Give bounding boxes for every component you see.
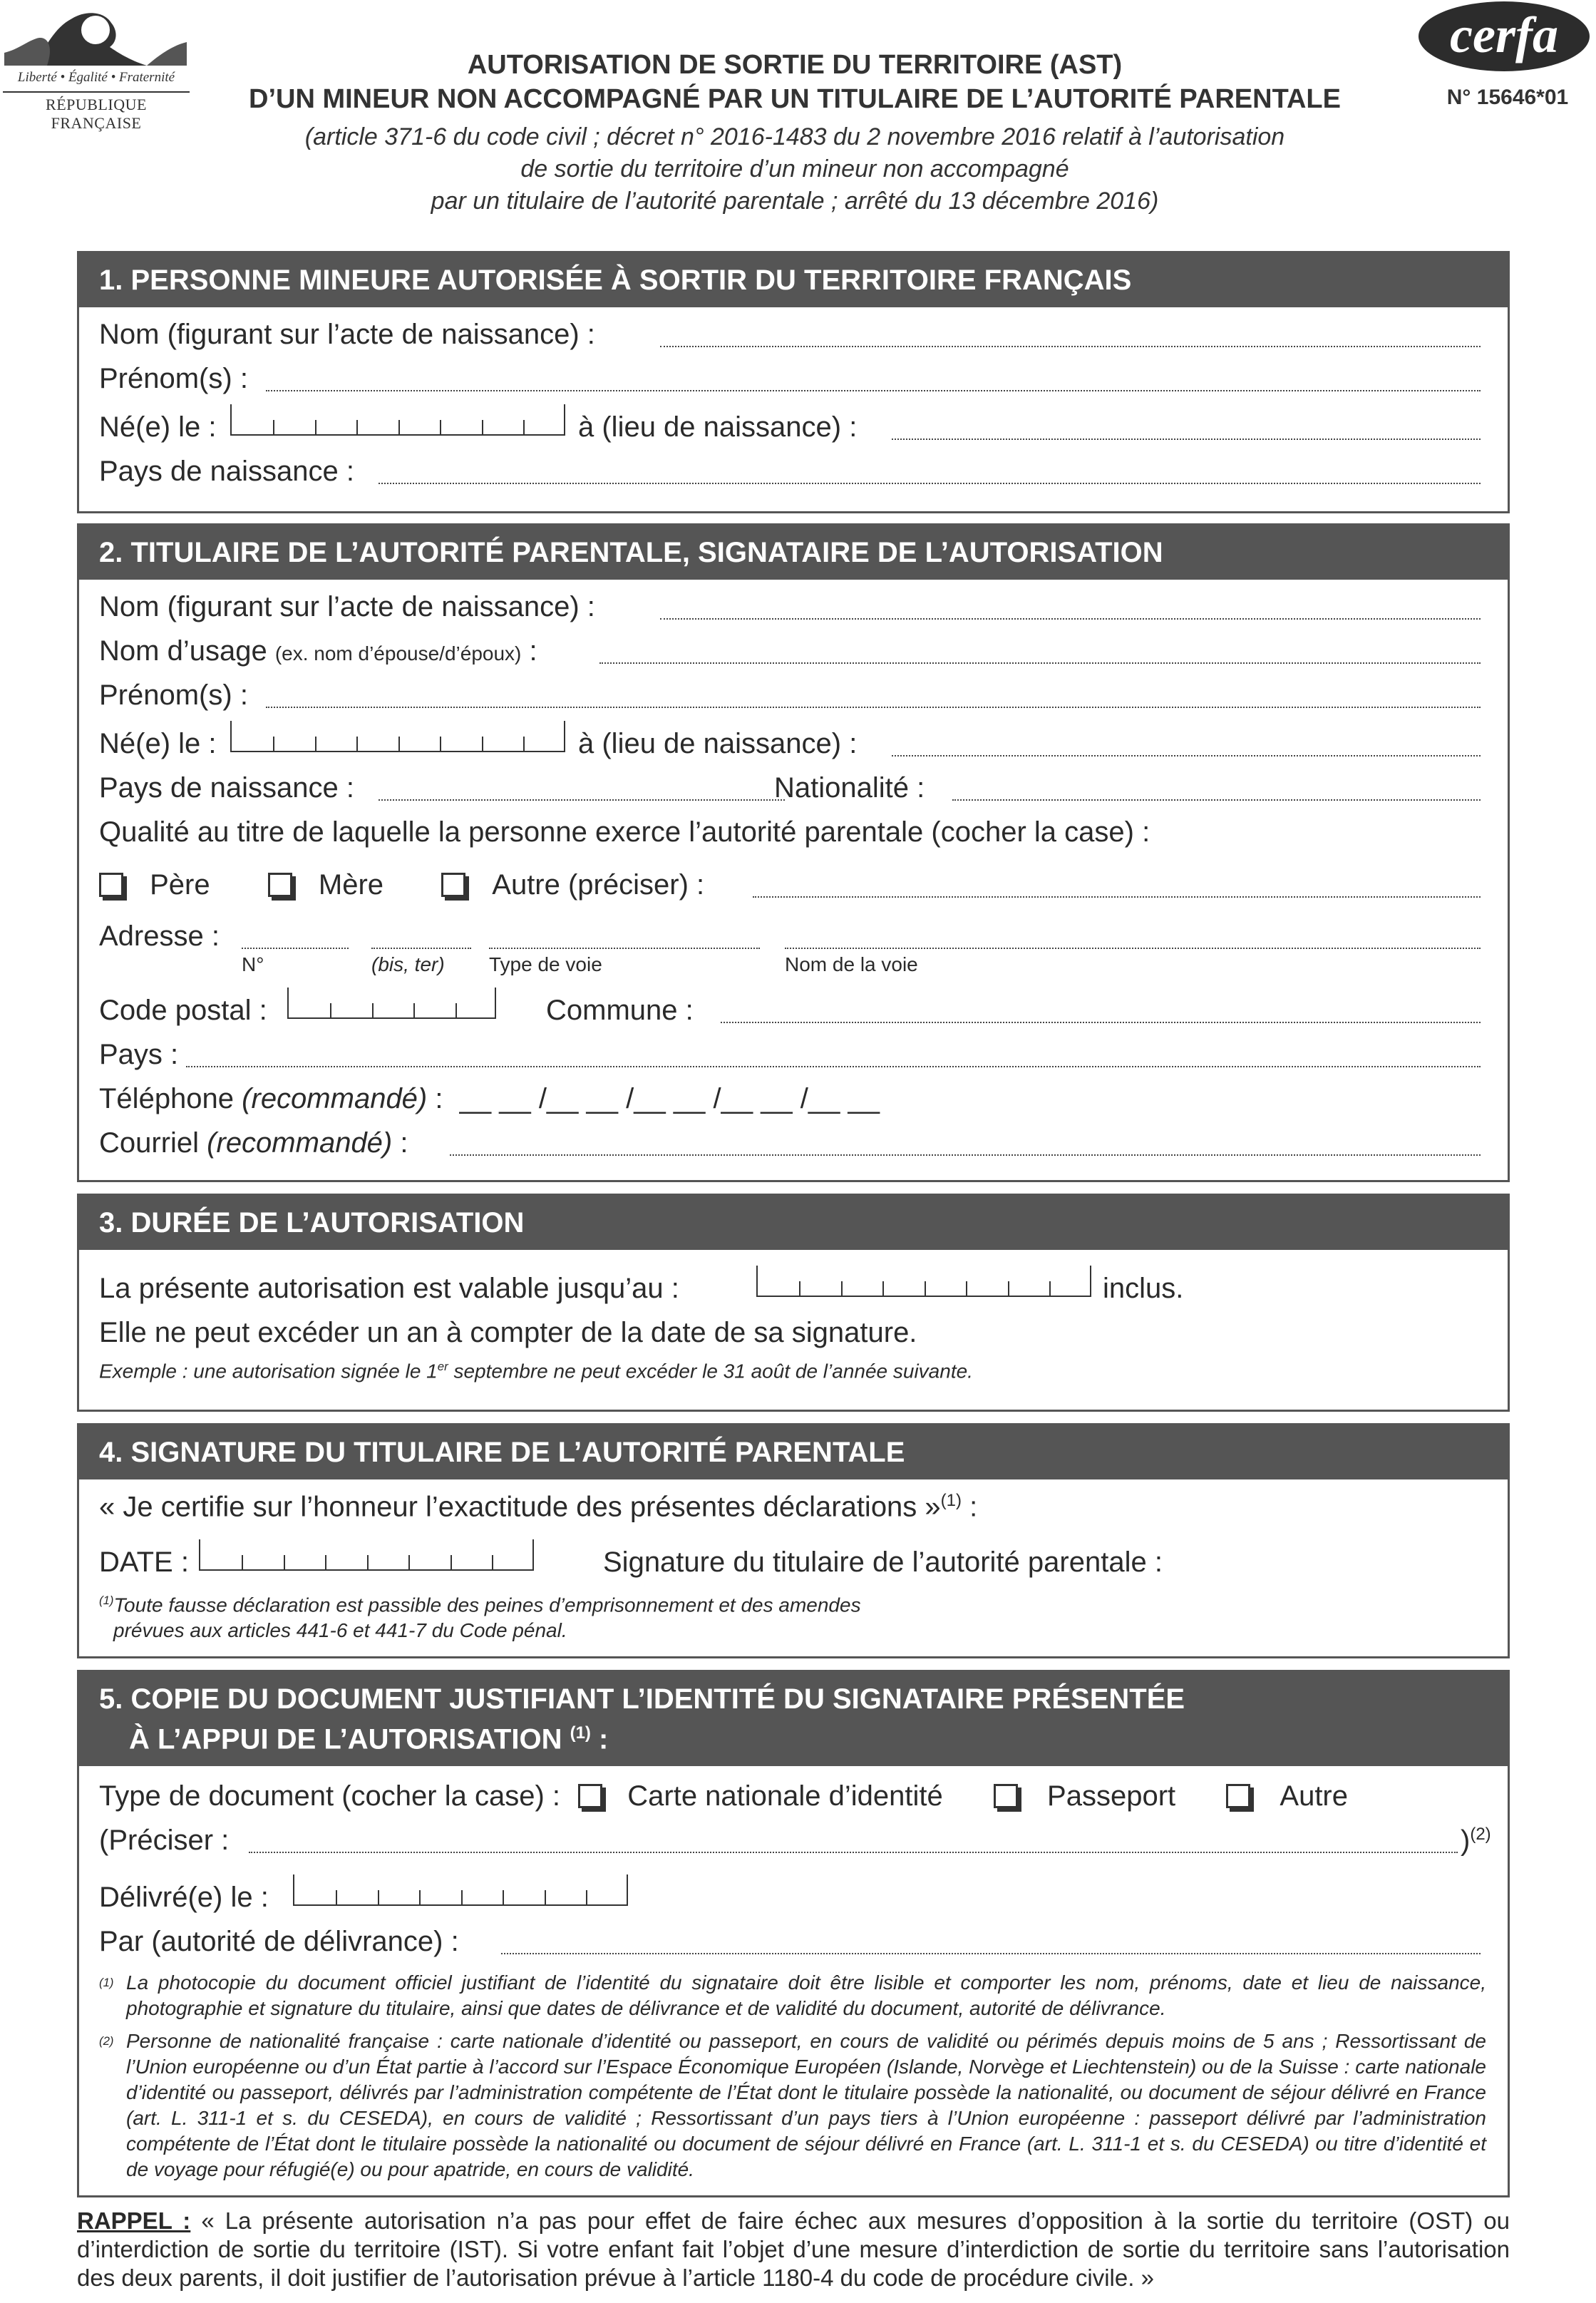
s2-lieu-field[interactable] <box>892 755 1481 756</box>
mere-checkbox[interactable] <box>268 873 292 897</box>
divider <box>3 91 190 93</box>
autre-doc-checkbox[interactable] <box>1226 1784 1250 1808</box>
s4-note-line1: Toute fausse déclaration est passible des peines d’emprisonnement et des amendes <box>113 1594 861 1616</box>
s5-preciser-field[interactable] <box>249 1852 1458 1853</box>
s5-preciser-label: (Préciser : <box>99 1825 230 1856</box>
section-3-title: 3. DURÉE DE L’AUTORISATION <box>79 1196 1508 1250</box>
form-subtitle <box>192 121 1397 217</box>
s2-adresse-label: Adresse : <box>99 920 220 952</box>
addr-nom-caption: Nom de la voie <box>785 953 918 975</box>
s2-telephone-label <box>99 1083 880 1115</box>
s2-nationalite-label: Nationalité : <box>774 772 925 804</box>
section-2-title: 2. TITULAIRE DE L’AUTORITÉ PARENTALE, SIGNATAIRE DE L’AUTORISATION <box>79 525 1508 580</box>
s2-nationalite-field[interactable] <box>952 799 1481 801</box>
section-4-title: 4. SIGNATURE DU TITULAIRE DE L’AUTORITÉ PARENTALE <box>79 1425 1508 1479</box>
courriel-colon: : <box>392 1127 408 1159</box>
fn2-text: Personne de nationalité française : carte nationale d’identité ou passeport, en cours de validité ou périmés depuis moins de 5 ans ; Ressortissant de l’Union européenne ou d’un État partie à l’accord sur l’Espace Économique Européen (Islande, Norvège et Liechtenstein) ou de la Suisse : carte nationale d’identité ou passeport, délivrés par l’administration compétente de l’État dont le titulaire possède la nationalité, ou document de séjour délivré en France (art. L. 311-1 et s. du CESEDA), en cours de validité ; Ressortissant d’un pays tiers à l’Union européenne : passeport délivré par l’administration compétente de l’État dont le titulaire possède la nationalité ou document de séjour délivré en France (art. L. 311-1 et s. du CESEDA) ou titre d’identité et de voyage pour réfugié(e) ou pour apatride, en cours de validité. <box>126 2030 1486 2180</box>
s5-preciser-end <box>1461 1825 1491 1857</box>
s4-note-sup: (1) <box>99 1594 114 1607</box>
s1-pays-label: Pays de naissance : <box>99 456 354 487</box>
s3-exemple <box>99 1360 973 1383</box>
s4-date-boxes[interactable] <box>199 1539 534 1571</box>
rappel-text: « La présente autorisation n’a pas pour effet de faire échec aux mesures d’opposition à la sortie du territoire (OST) ou d’interdiction de sortie du territoire (IST). Si votre enfant fait l’objet d’une mesure d’interdiction de sortie du territoire sans l’autorisation des deux parents, il doit justifier de l’autorisation prévue à l’article 1180-4 du code de procédure civile. » <box>77 2207 1510 2291</box>
s4-certifie-text: « Je certifie sur l’honneur l’exactitude des présentes déclarations » <box>99 1491 941 1523</box>
s2-pays-field[interactable] <box>379 799 785 801</box>
fn1-sup: (1) <box>99 1976 114 1989</box>
addr-type-field[interactable] <box>489 948 760 949</box>
pere-checkbox[interactable] <box>99 873 123 897</box>
form-title-line1: AUTORISATION DE SORTIE DU TERRITOIRE (AST) <box>467 50 1123 80</box>
rappel-label: RAPPEL : <box>77 2207 191 2234</box>
s4-date-label: DATE : <box>99 1547 189 1578</box>
s1-birthdate-boxes[interactable] <box>230 404 565 436</box>
section-1-title: 1. PERSONNE MINEURE AUTORISÉE À SORTIR DU TERRITOIRE FRANÇAIS <box>79 253 1508 307</box>
s5-type-doc-row <box>99 1780 1348 1812</box>
s5-preciser-sup: (2) <box>1470 1825 1491 1844</box>
section-5-title-line1: 5. COPIE DU DOCUMENT JUSTIFIANT L’IDENTITÉ DU SIGNATAIRE PRÉSENTÉE <box>99 1683 1185 1715</box>
s2-code-postal-label: Code postal : <box>99 995 267 1026</box>
telephone-colon: : <box>427 1083 443 1114</box>
s4-note <box>99 1588 1026 1643</box>
courriel-recommande: (recommandé) <box>207 1127 393 1159</box>
s4-note-line2: prévues aux articles 441-6 et 441-7 du Code pénal. <box>113 1619 567 1642</box>
s2-courriel-field[interactable] <box>450 1154 1481 1156</box>
s3-exemple-b: septembre ne peut excéder le 31 août de l’année suivante. <box>448 1360 973 1383</box>
s4-certifie <box>99 1491 977 1523</box>
subtitle-line1: (article 371-6 du code civil ; décret n° 2016-1483 du 2 novembre 2016 relatif à l’autorisation <box>304 123 1285 150</box>
s1-ne-le-label: Né(e) le : <box>99 411 217 443</box>
s2-ne-le-label: Né(e) le : <box>99 728 217 759</box>
s2-qualite-label: Qualité au titre de laquelle la personne exerce l’autorité parentale (cocher la case) : <box>99 816 1150 848</box>
addr-nom-field[interactable] <box>785 948 1481 949</box>
courriel-text: Courriel <box>99 1127 200 1159</box>
section-3 <box>77 1194 1510 1412</box>
s4-signature-label: Signature du titulaire de l’autorité parentale : <box>603 1547 1163 1578</box>
section-5-title-line2-text: À L’APPUI DE L’AUTORISATION <box>129 1723 562 1755</box>
s2-courriel-label <box>99 1127 408 1159</box>
addr-bis-field[interactable] <box>371 948 471 949</box>
s3-date-boxes[interactable] <box>756 1266 1091 1297</box>
s2-commune-field[interactable] <box>721 1022 1481 1023</box>
s2-autre-field[interactable] <box>753 896 1481 898</box>
section-1 <box>77 251 1510 513</box>
fn1-text: La photocopie du document officiel justifiant de l’identité du signataire doit être lisible et comporter les nom, prénoms, date et lieu de naissance, photographie et signature du titulaire, ainsi que dates de délivrance et de validité du document, autorité de délivrance. <box>126 1971 1486 2019</box>
autre-checkbox[interactable] <box>441 873 465 897</box>
cni-checkbox[interactable] <box>578 1784 602 1808</box>
s1-prenom-label: Prénom(s) : <box>99 363 248 394</box>
s5-autorite-field[interactable] <box>501 1953 1481 1954</box>
cni-label: Carte nationale d’identité <box>627 1780 943 1812</box>
section-4 <box>77 1423 1510 1658</box>
s2-birthdate-boxes[interactable] <box>230 721 565 752</box>
addr-type-caption: Type de voie <box>489 953 602 975</box>
s1-nom-label: Nom (figurant sur l’acte de naissance) : <box>99 319 595 350</box>
form-title-line2: D’UN MINEUR NON ACCOMPAGNÉ PAR UN TITULAIRE DE L’AUTORITÉ PARENTALE <box>249 84 1341 114</box>
marianne-emblem-icon <box>4 3 187 67</box>
subtitle-line2: de sortie du territoire d’un mineur non accompagné <box>520 155 1069 183</box>
s1-pays-field[interactable] <box>379 483 1481 484</box>
s3-exemple-a: Exemple : une autorisation signée le 1 <box>99 1360 438 1383</box>
addr-no-caption: N° <box>242 953 264 975</box>
s3-inclus: inclus. <box>1103 1273 1184 1304</box>
telephone-text: Téléphone <box>99 1083 235 1114</box>
s3-valable-label: La présente autorisation est valable jusqu’au : <box>99 1273 679 1304</box>
s4-certifie-sup: (1) <box>940 1491 962 1510</box>
subtitle-line3: par un titulaire de l’autorité parentale ; arrêté du 13 décembre 2016) <box>431 188 1159 215</box>
s5-autorite-label: Par (autorité de délivrance) : <box>99 1926 459 1957</box>
section-5-title-end: : <box>590 1723 609 1755</box>
s2-nom-usage-hint: (ex. nom d’épouse/d’époux) <box>274 642 522 665</box>
s2-pays-residence-label: Pays : <box>99 1039 179 1070</box>
s5-preciser-paren: ) <box>1461 1825 1471 1857</box>
s5-delivre-label: Délivré(e) le : <box>99 1882 269 1913</box>
s2-prenom-label: Prénom(s) : <box>99 679 248 711</box>
s1-nom-field[interactable] <box>660 346 1481 347</box>
cerfa-logo <box>1419 1 1590 71</box>
s2-nom-usage-text: Nom d’usage <box>99 635 267 667</box>
s5-type-doc-label: Type de document (cocher la case) : <box>99 1780 560 1812</box>
telephone-field[interactable]: __ __ /__ __ /__ __ /__ __ /__ __ <box>459 1083 880 1114</box>
s2-commune-label: Commune : <box>546 995 694 1026</box>
rappel <box>77 2207 1510 2292</box>
cerfa-logo-text: cerfa <box>1450 6 1558 63</box>
marianne-logo <box>0 0 191 132</box>
addr-bis-caption: (bis, ter) <box>371 953 445 975</box>
autre-doc-label: Autre <box>1280 1780 1348 1812</box>
s2-qualite-options <box>99 869 704 901</box>
s2-nom-usage-label <box>99 635 537 667</box>
addr-no-field[interactable] <box>242 948 349 949</box>
s1-prenom-field[interactable] <box>266 390 1481 391</box>
s2-nom-usage-field[interactable] <box>599 662 1481 664</box>
republique-francaise: RÉPUBLIQUE FRANÇAISE <box>46 96 147 132</box>
s2-lieu-label: à (lieu de naissance) : <box>578 728 858 759</box>
s4-certifie-end: : <box>962 1491 978 1523</box>
section-2 <box>77 523 1510 1182</box>
telephone-recommande: (recommandé) <box>242 1083 428 1114</box>
autre-label: Autre (préciser) : <box>492 869 705 901</box>
s2-pays-label: Pays de naissance : <box>99 772 354 804</box>
motto: Liberté • Égalité • Fraternité <box>17 70 175 85</box>
passeport-label: Passeport <box>1047 1780 1176 1812</box>
s3-exceder: Elle ne peut excéder un an à compter de la date de sa signature. <box>99 1317 917 1348</box>
s1-lieu-label: à (lieu de naissance) : <box>578 411 858 443</box>
s3-exemple-sup: er <box>437 1360 448 1373</box>
s2-nom-field[interactable] <box>660 618 1481 620</box>
fn2-sup: (2) <box>99 2034 114 2048</box>
mere-label: Mère <box>318 869 384 901</box>
s5-footnote-1 <box>99 1970 1486 2021</box>
cerfa-number: N° 15646*01 <box>1446 86 1569 109</box>
s1-lieu-field[interactable] <box>892 438 1481 440</box>
s2-pays-residence-field[interactable] <box>186 1066 1481 1067</box>
section-5 <box>77 1670 1510 2197</box>
s2-prenom-field[interactable] <box>266 707 1481 708</box>
section-5-title-sup: (1) <box>570 1723 591 1743</box>
passeport-checkbox[interactable] <box>994 1784 1018 1808</box>
s5-delivre-boxes[interactable] <box>293 1874 628 1906</box>
s5-footnote-2 <box>99 2028 1486 2183</box>
s2-nom-label: Nom (figurant sur l’acte de naissance) : <box>99 591 595 622</box>
section-5-title <box>79 1672 1508 1766</box>
s2-nom-usage-colon: : <box>529 635 537 667</box>
pere-label: Père <box>150 869 210 901</box>
code-postal-boxes[interactable] <box>287 988 496 1019</box>
section-5-title-line2 <box>129 1716 1488 1756</box>
